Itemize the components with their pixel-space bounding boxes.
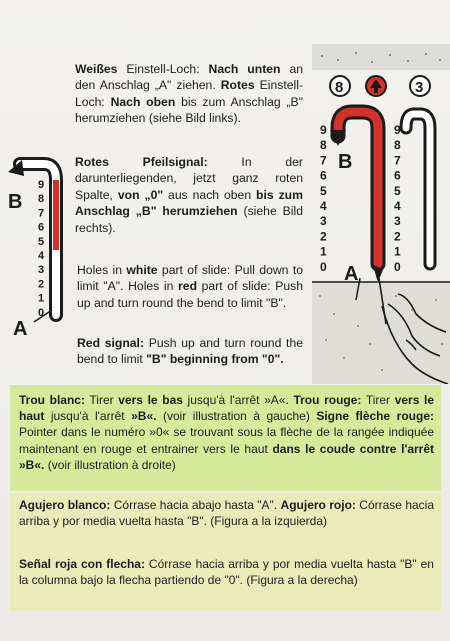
text-run: Einstell-Loch: (75, 78, 304, 109)
digit-label: 5 (38, 235, 45, 248)
digit-label: 0 (394, 259, 401, 274)
right-digit-column (320, 123, 401, 274)
text-run: bis zum Anschlag „B" herumziehen (siehe Bild links). (75, 94, 303, 126)
english-paragraph-2 (77, 335, 303, 368)
digit-label: 9 (394, 123, 401, 137)
text-run: von „0" (117, 187, 164, 202)
text-run: Weißes (75, 62, 118, 76)
text-run: (siehe Bild rechts). (75, 204, 303, 235)
text-run: Rotes Pfeilsignal: (75, 155, 208, 169)
text-run: red (178, 279, 198, 294)
text-run: Agujero rojo: (280, 498, 356, 512)
text-run: (voir illustration à gauche) (156, 409, 317, 424)
text-run: an den Anschlag „A" ziehen. (75, 62, 304, 93)
text-run: Rotes (220, 78, 255, 93)
text-run: Tirer (361, 393, 395, 407)
text-run: Córrase hacia arriba y por media vuelta hasta "B". (Figura a la izquierda) (19, 498, 435, 529)
digit-label: 8 (320, 138, 327, 153)
text-run: Holes in (77, 263, 127, 277)
text-run: Einstell-Loch: (117, 62, 209, 76)
right-bottom-panel (312, 282, 450, 384)
english-paragraph-1 (77, 262, 303, 311)
digit-label: 8 (38, 193, 45, 206)
left-slider-illustration (0, 150, 72, 350)
left-digit-column (38, 179, 45, 319)
circle-right-number: 3 (415, 79, 424, 96)
text-run: In der darunterliegenden, jetzt ganz roten Spalte, (75, 155, 303, 202)
digit-label: 9 (38, 179, 45, 191)
text-run: Trou blanc: (19, 393, 85, 407)
digit-label: 2 (38, 278, 45, 291)
digit-label: 7 (394, 153, 401, 168)
digit-label: 7 (38, 207, 45, 220)
right-label-a: A (344, 263, 359, 285)
text-run: white (126, 263, 158, 277)
digit-label: 2 (394, 229, 401, 244)
text-run: »B«. (131, 409, 157, 424)
right-label-b: B (338, 151, 353, 173)
text-run: aus nach oben (163, 187, 257, 202)
german-paragraph-2 (75, 154, 303, 236)
text-run: Señal roja con flecha: (19, 557, 145, 571)
digit-label: 1 (320, 244, 327, 259)
left-label-b: B (8, 191, 23, 213)
digit-label: 4 (320, 199, 327, 213)
digit-label: 4 (394, 199, 401, 213)
text-run: (voir illustration à droite) (44, 457, 176, 472)
digit-label: 4 (38, 250, 45, 262)
circle-left-number: 8 (335, 79, 344, 96)
german-paragraph-1 (75, 61, 303, 127)
text-run: vers le bas (118, 393, 183, 407)
digit-label: 6 (320, 168, 327, 183)
text-run: Push up and turn round the bend to limit (77, 336, 304, 367)
digit-label: 7 (320, 153, 327, 168)
digit-label: 9 (320, 123, 327, 137)
digit-label: 5 (320, 183, 327, 198)
digit-label: 2 (320, 229, 327, 244)
text-run: Trou rouge: (293, 393, 362, 407)
digit-label: 1 (38, 292, 45, 305)
text-run: Nach oben (110, 94, 176, 109)
right-red-track (338, 112, 378, 264)
text-run: Córrase hacia arriba y por media vuelta hasta "B" en la columna bajo la flecha partiendo de "0". (Figura a la derecha) (19, 557, 434, 588)
left-label-a: A (13, 318, 28, 340)
text-run: Signe flèche rouge: (316, 409, 434, 424)
text-run: bis zum Anschlag „B" herumziehen (75, 187, 303, 219)
french-paragraph (19, 392, 434, 473)
text-run: vers le haut (19, 393, 435, 424)
text-run: Pointer dans le numéro »0« se trouvant sous la flèche de la rangée indiquée maintenant en rouge et entrainer vers le haut (19, 425, 434, 456)
text-run: jusqu'à l'arrêt (44, 409, 132, 424)
right-white-track (406, 114, 430, 264)
text-run: Nach unten (208, 62, 281, 76)
digit-label: 6 (38, 221, 45, 234)
digit-label: 3 (394, 214, 401, 229)
spanish-paragraph-1 (19, 497, 434, 529)
right-top-panel (312, 44, 450, 70)
digit-label: 3 (38, 264, 45, 277)
left-red-segment (53, 180, 59, 250)
text-run: Tirer (84, 393, 119, 407)
digit-label: 5 (394, 183, 401, 198)
text-run: part of slide: Push up and turn round the bend to limit "B". (77, 279, 303, 310)
text-run: Red signal: (77, 336, 145, 350)
right-slider-illustration (312, 44, 450, 384)
digit-label: 3 (320, 214, 327, 229)
digit-label: 6 (394, 168, 401, 183)
digit-label: 1 (394, 244, 401, 259)
text-run: part of slide: Pull down to limit "A". Holes in (77, 263, 303, 294)
digit-label: 0 (38, 306, 45, 319)
text-run: "B" beginning from "0". (146, 352, 284, 367)
spanish-paragraph-2 (19, 556, 434, 588)
text-run: jusqu'à l'arrêt »A«. (182, 393, 294, 407)
text-run: Agujero blanco: (19, 498, 111, 512)
digit-label: 0 (320, 259, 327, 274)
text-run: Córrase hacia abajo hasta "A". (110, 498, 281, 512)
digit-label: 8 (394, 138, 401, 153)
text-run: dans le coude contre l'arrêt »B«. (19, 441, 434, 472)
